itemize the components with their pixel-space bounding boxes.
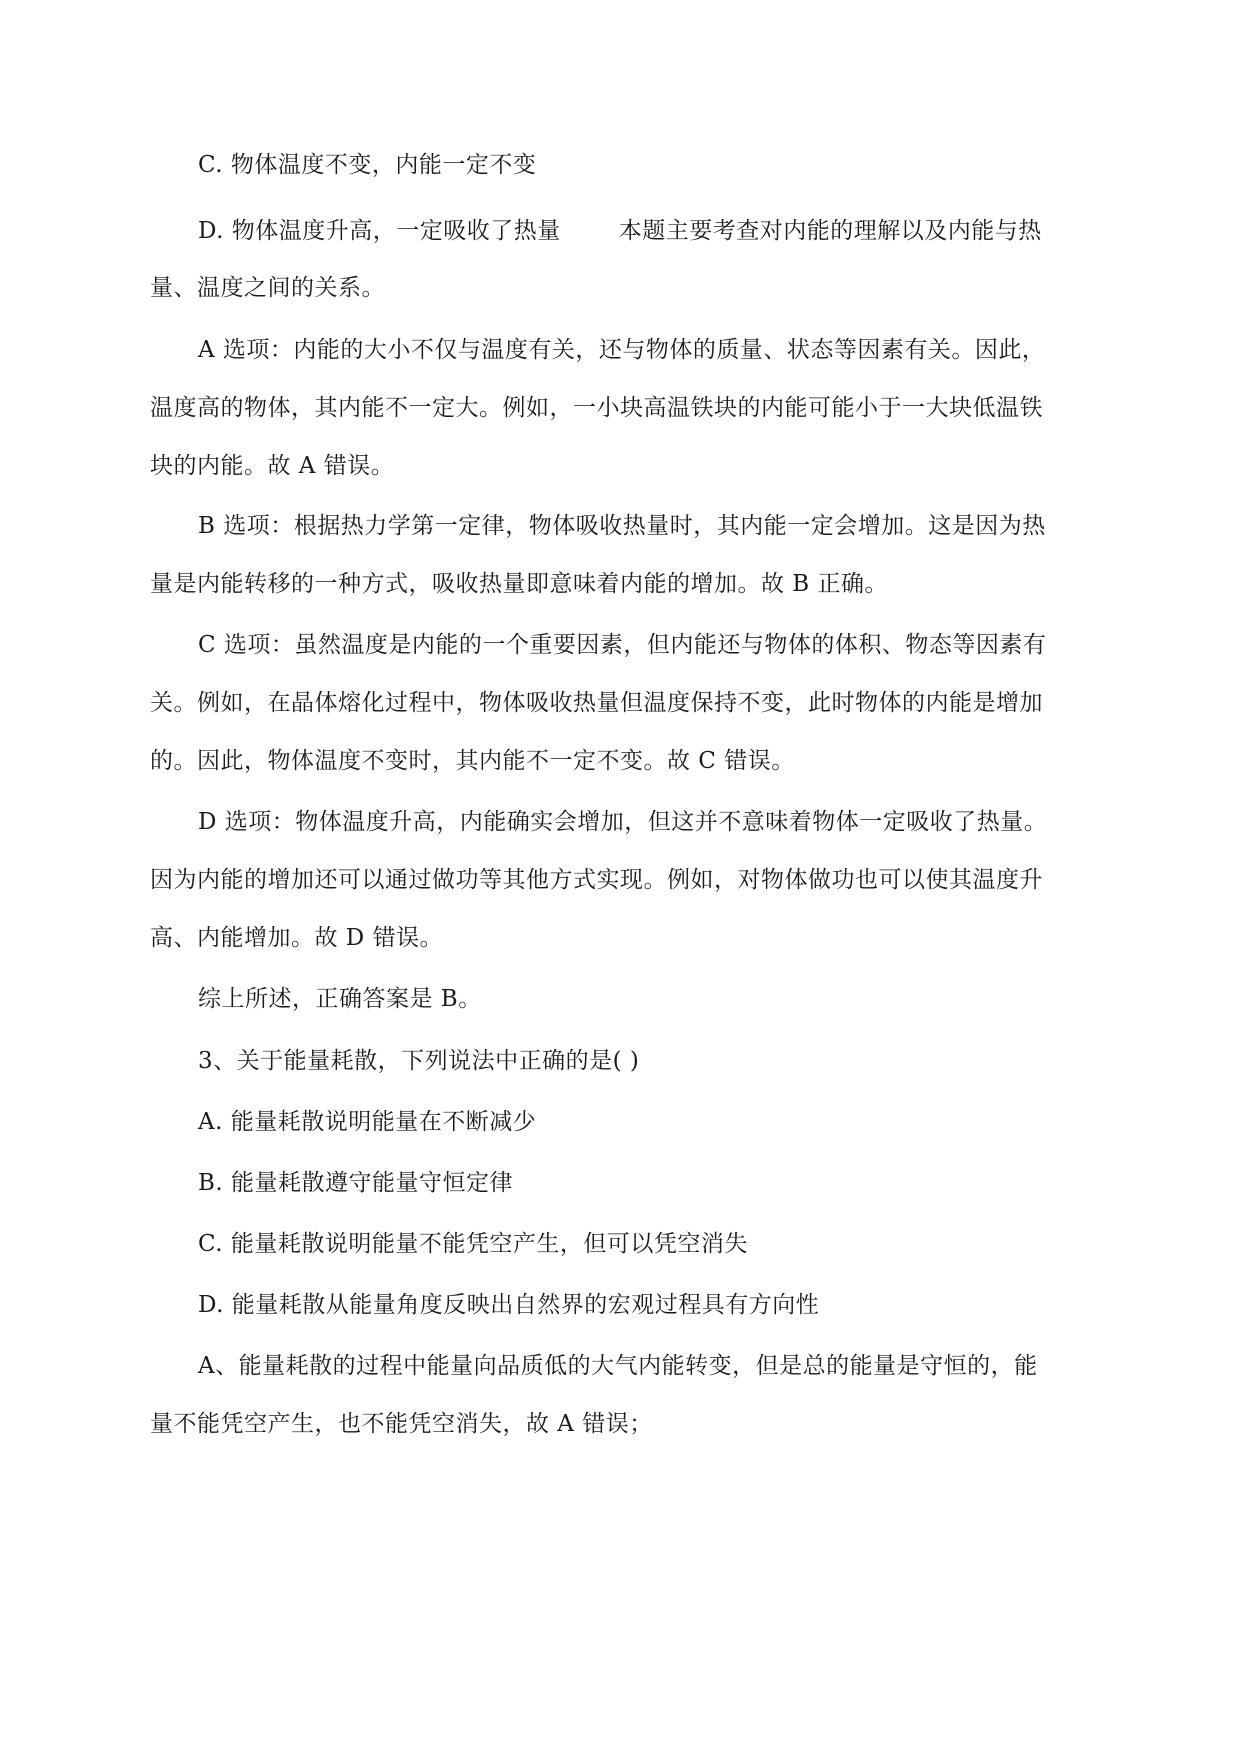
question-3-option-c: C. 能量耗散说明能量不能凭空产生，但可以凭空消失: [198, 1231, 748, 1257]
option-d-text: D. 物体温度升高，一定吸收了热量: [198, 218, 561, 244]
question-3-analysis-a-line-1: A、能量耗散的过程中能量向品质低的大气内能转变，但是总的能量是守恒的，能: [198, 1353, 1038, 1379]
option-c-line: C. 物体温度不变，内能一定不变: [198, 152, 537, 178]
conclusion-line: 综上所述，正确答案是 B。: [198, 986, 482, 1012]
analysis-c-line-1: C 选项：虽然温度是内能的一个重要因素，但内能还与物体的体积、物态等因素有: [198, 632, 1047, 658]
question-3-stem: 3、关于能量耗散，下列说法中正确的是( ): [198, 1048, 640, 1074]
question-3-option-b: B. 能量耗散遵守能量守恒定律: [198, 1170, 514, 1196]
analysis-b-line-2: 量是内能转移的一种方式，吸收热量即意味着内能的增加。故 B 正确。: [150, 571, 889, 597]
analysis-a-line-1: A 选项：内能的大小不仅与温度有关，还与物体的质量、状态等因素有关。因此，: [198, 337, 1046, 363]
analysis-d-line-1: D 选项：物体温度升高，内能确实会增加，但这并不意味着物体一定吸收了热量。: [198, 809, 1048, 835]
analysis-b-line-1: B 选项：根据热力学第一定律，物体吸收热量时，其内能一定会增加。这是因为热: [198, 513, 1046, 539]
question-3-option-a: A. 能量耗散说明能量在不断减少: [198, 1109, 537, 1135]
analysis-c-line-3: 的。因此，物体温度不变时，其内能不一定不变。故 C 错误。: [150, 748, 795, 774]
analysis-a-line-3: 块的内能。故 A 错误。: [150, 453, 395, 479]
analysis-intro-cont: 量、温度之间的关系。: [150, 275, 385, 301]
question-3-option-d: D. 能量耗散从能量角度反映出自然界的宏观过程具有方向性: [198, 1292, 820, 1318]
analysis-d-line-3: 高、内能增加。故 D 错误。: [150, 925, 444, 951]
analysis-a-line-2: 温度高的物体，其内能不一定大。例如，一小块高温铁块的内能可能小于一大块低温铁: [150, 395, 1043, 421]
analysis-d-line-2: 因为内能的增加还可以通过做功等其他方式实现。例如，对物体做功也可以使其温度升: [150, 867, 1043, 893]
analysis-intro-text: 本题主要考查对内能的理解以及内能与热: [618, 218, 1042, 244]
question-3-analysis-a-line-2: 量不能凭空产生，也不能凭空消失，故 A 错误；: [150, 1411, 653, 1437]
option-d-line: [198, 216, 1042, 246]
analysis-c-line-2: 关。例如，在晶体熔化过程中，物体吸收热量但温度保持不变，此时物体的内能是增加: [150, 690, 1043, 716]
